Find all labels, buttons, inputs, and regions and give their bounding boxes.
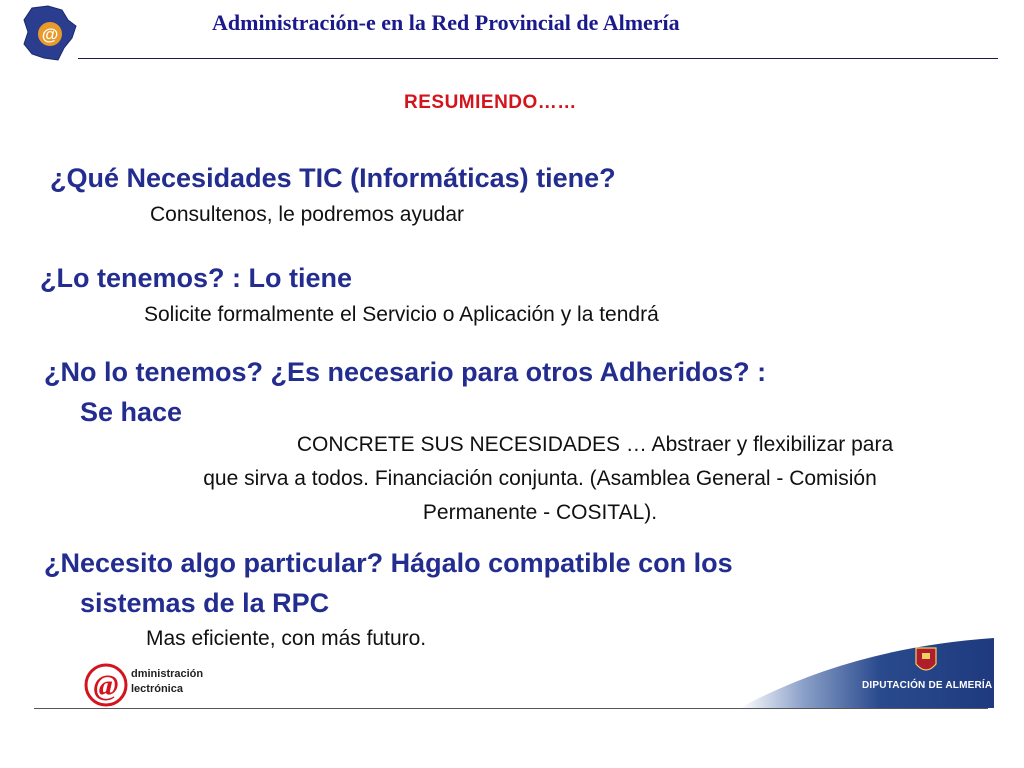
question-4-line-2: sistemas de la RPC: [80, 588, 330, 618]
svg-text:@: @: [41, 25, 59, 44]
answer-1: Consultenos, le podremos ayudar: [150, 203, 465, 226]
answer-3: [80, 428, 1000, 530]
diputacion-label: DIPUTACIÓN DE ALMERÍA: [862, 680, 993, 691]
answer-3-line-1: CONCRETE SUS NECESIDADES … Abstraer y flexibilizar para: [296, 433, 894, 456]
diputacion-banner: [740, 638, 994, 708]
question-2: ¿Lo tenemos? : Lo tiene: [40, 263, 353, 293]
almeria-province-at-icon: [18, 4, 80, 64]
question-1: ¿Qué Necesidades TIC (Informáticas) tiene?: [50, 163, 616, 193]
question-3-line-2: Se hace: [80, 397, 183, 427]
footer-divider: [34, 708, 988, 709]
page-header-title: Administración-e en la Red Provincial de Almería: [212, 10, 680, 35]
answer-3-line-2: que sirva a todos. Financiación conjunta. (Asamblea General - Comisión: [203, 467, 877, 490]
answer-4: Mas eficiente, con más futuro.: [146, 627, 427, 650]
section-subtitle: RESUMIENDO……: [404, 92, 577, 113]
admin-logo-line-2: lectrónica: [131, 683, 183, 695]
answer-3-line-3: Permanente - COSITAL).: [422, 501, 658, 524]
answer-2: Solicite formalmente el Servicio o Aplicación y la tendrá: [144, 303, 659, 326]
svg-text:@: @: [93, 669, 119, 702]
diputacion-crest-icon: [914, 646, 938, 676]
admin-logo-line-1: dministración: [131, 668, 204, 680]
administracion-electronica-logo-icon: [82, 662, 130, 708]
question-3-line-1: ¿No lo tenemos? ¿Es necesario para otros Adheridos? :: [44, 357, 767, 387]
question-4-line-1: ¿Necesito algo particular? Hágalo compatible con los: [44, 548, 733, 578]
header-divider: [78, 58, 998, 59]
